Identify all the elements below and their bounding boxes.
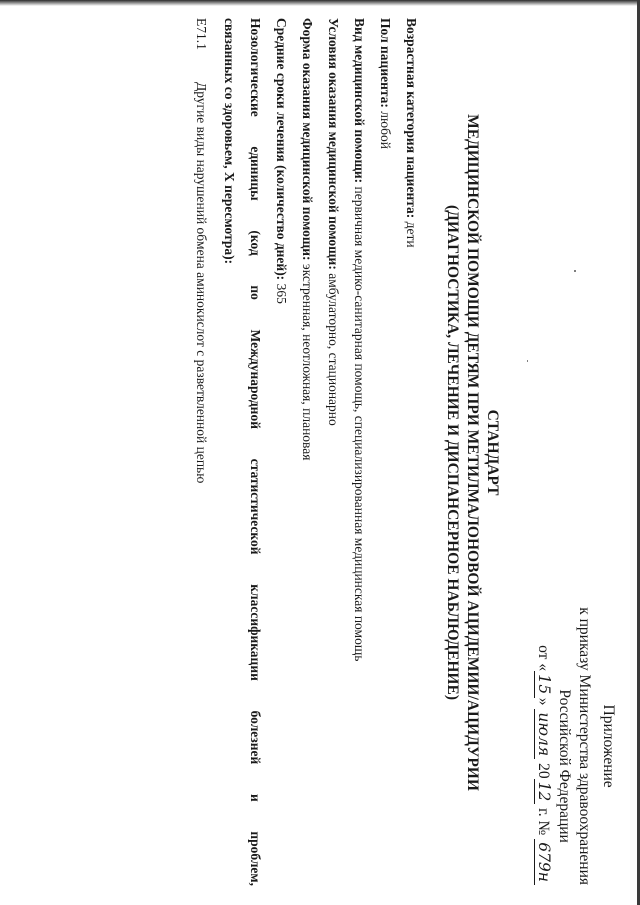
sex-value: любой — [378, 111, 393, 149]
nosology-continuation: связанных со здоровьем, X пересмотра): — [222, 18, 237, 265]
icd-description: Другие виды нарушений обмена аминокислот с разветвленной цепью — [194, 82, 209, 484]
icd-code: E71.1 — [194, 18, 209, 50]
age-category-label: Возрастная категория пациента: — [404, 18, 419, 219]
year-prefix: 20 — [535, 763, 552, 779]
sex-label: Пол пациента: — [378, 18, 393, 108]
nosology-word: статистической — [248, 458, 263, 555]
order-header — [533, 607, 618, 885]
handwritten-day: 15 — [534, 671, 553, 698]
care-type-row — [346, 18, 372, 886]
sex-row — [372, 18, 398, 886]
federation-label: Российской Федерации — [556, 689, 573, 843]
handwritten-order-number: 679н — [534, 839, 553, 885]
nosology-word: классификации — [248, 584, 263, 681]
age-category-row — [398, 18, 424, 886]
nosology-word: по — [248, 285, 263, 300]
standard-heading: СТАНДАРТ — [484, 409, 501, 496]
form-row — [294, 18, 320, 886]
nosology-line-1 — [242, 18, 268, 886]
conditions-row — [320, 18, 346, 886]
title-line-1: МЕДИЦИНСКОЙ ПОМОЩИ ДЕТЯМ ПРИ МЕТИЛМАЛОНОВОЙ АЦИДЕМИИ/АЦИДУРИИ — [464, 114, 481, 791]
standard-fields — [188, 18, 424, 886]
icd-code-row — [188, 18, 214, 886]
nosology-word: Международной — [248, 329, 263, 429]
number-label: г. № — [535, 808, 552, 836]
duration-label: Средние сроки лечения (количество дней): — [274, 18, 289, 281]
care-type-value: первичная медико-санитарная помощь, специализированная медицинская помощь — [352, 186, 367, 662]
conditions-value: амбулаторно, стационарно — [326, 273, 341, 426]
nosology-line-2 — [216, 18, 242, 886]
appendix-label: Приложение — [600, 704, 617, 788]
duration-value: 365 — [274, 283, 289, 304]
handwritten-year: 12 — [534, 779, 553, 805]
title-line-2: (ДИАГНОСТИКА, ЛЕЧЕНИЕ И ДИСПАНСЕРНОЕ НАБЛЮДЕНИЕ) — [444, 205, 461, 700]
duration-row — [268, 18, 294, 886]
age-category-value: дети — [404, 221, 419, 248]
nosology-word: и — [248, 793, 263, 802]
form-label: Форма оказания медицинской помощи: — [300, 18, 315, 261]
nosology-word: единицы — [248, 146, 263, 201]
form-value: экстренная, неотложная, плановая — [300, 263, 315, 461]
nosology-word: проблем, — [248, 831, 263, 886]
handwritten-month: июля — [534, 709, 553, 759]
nosology-word: болезней — [248, 710, 263, 765]
nosology-word: (код — [248, 230, 263, 256]
order-reference: к приказу Министерства здравоохранения — [576, 607, 593, 885]
document-title — [442, 0, 502, 905]
nosology-word: Нозологические — [248, 18, 263, 117]
from-label: от — [535, 645, 552, 660]
care-type-label: Вид медицинской помощи: — [352, 18, 367, 184]
order-date-line: от «15» июля 2012 г. № 679н — [533, 607, 554, 885]
conditions-label: Условия оказания медицинской помощи: — [326, 18, 341, 270]
